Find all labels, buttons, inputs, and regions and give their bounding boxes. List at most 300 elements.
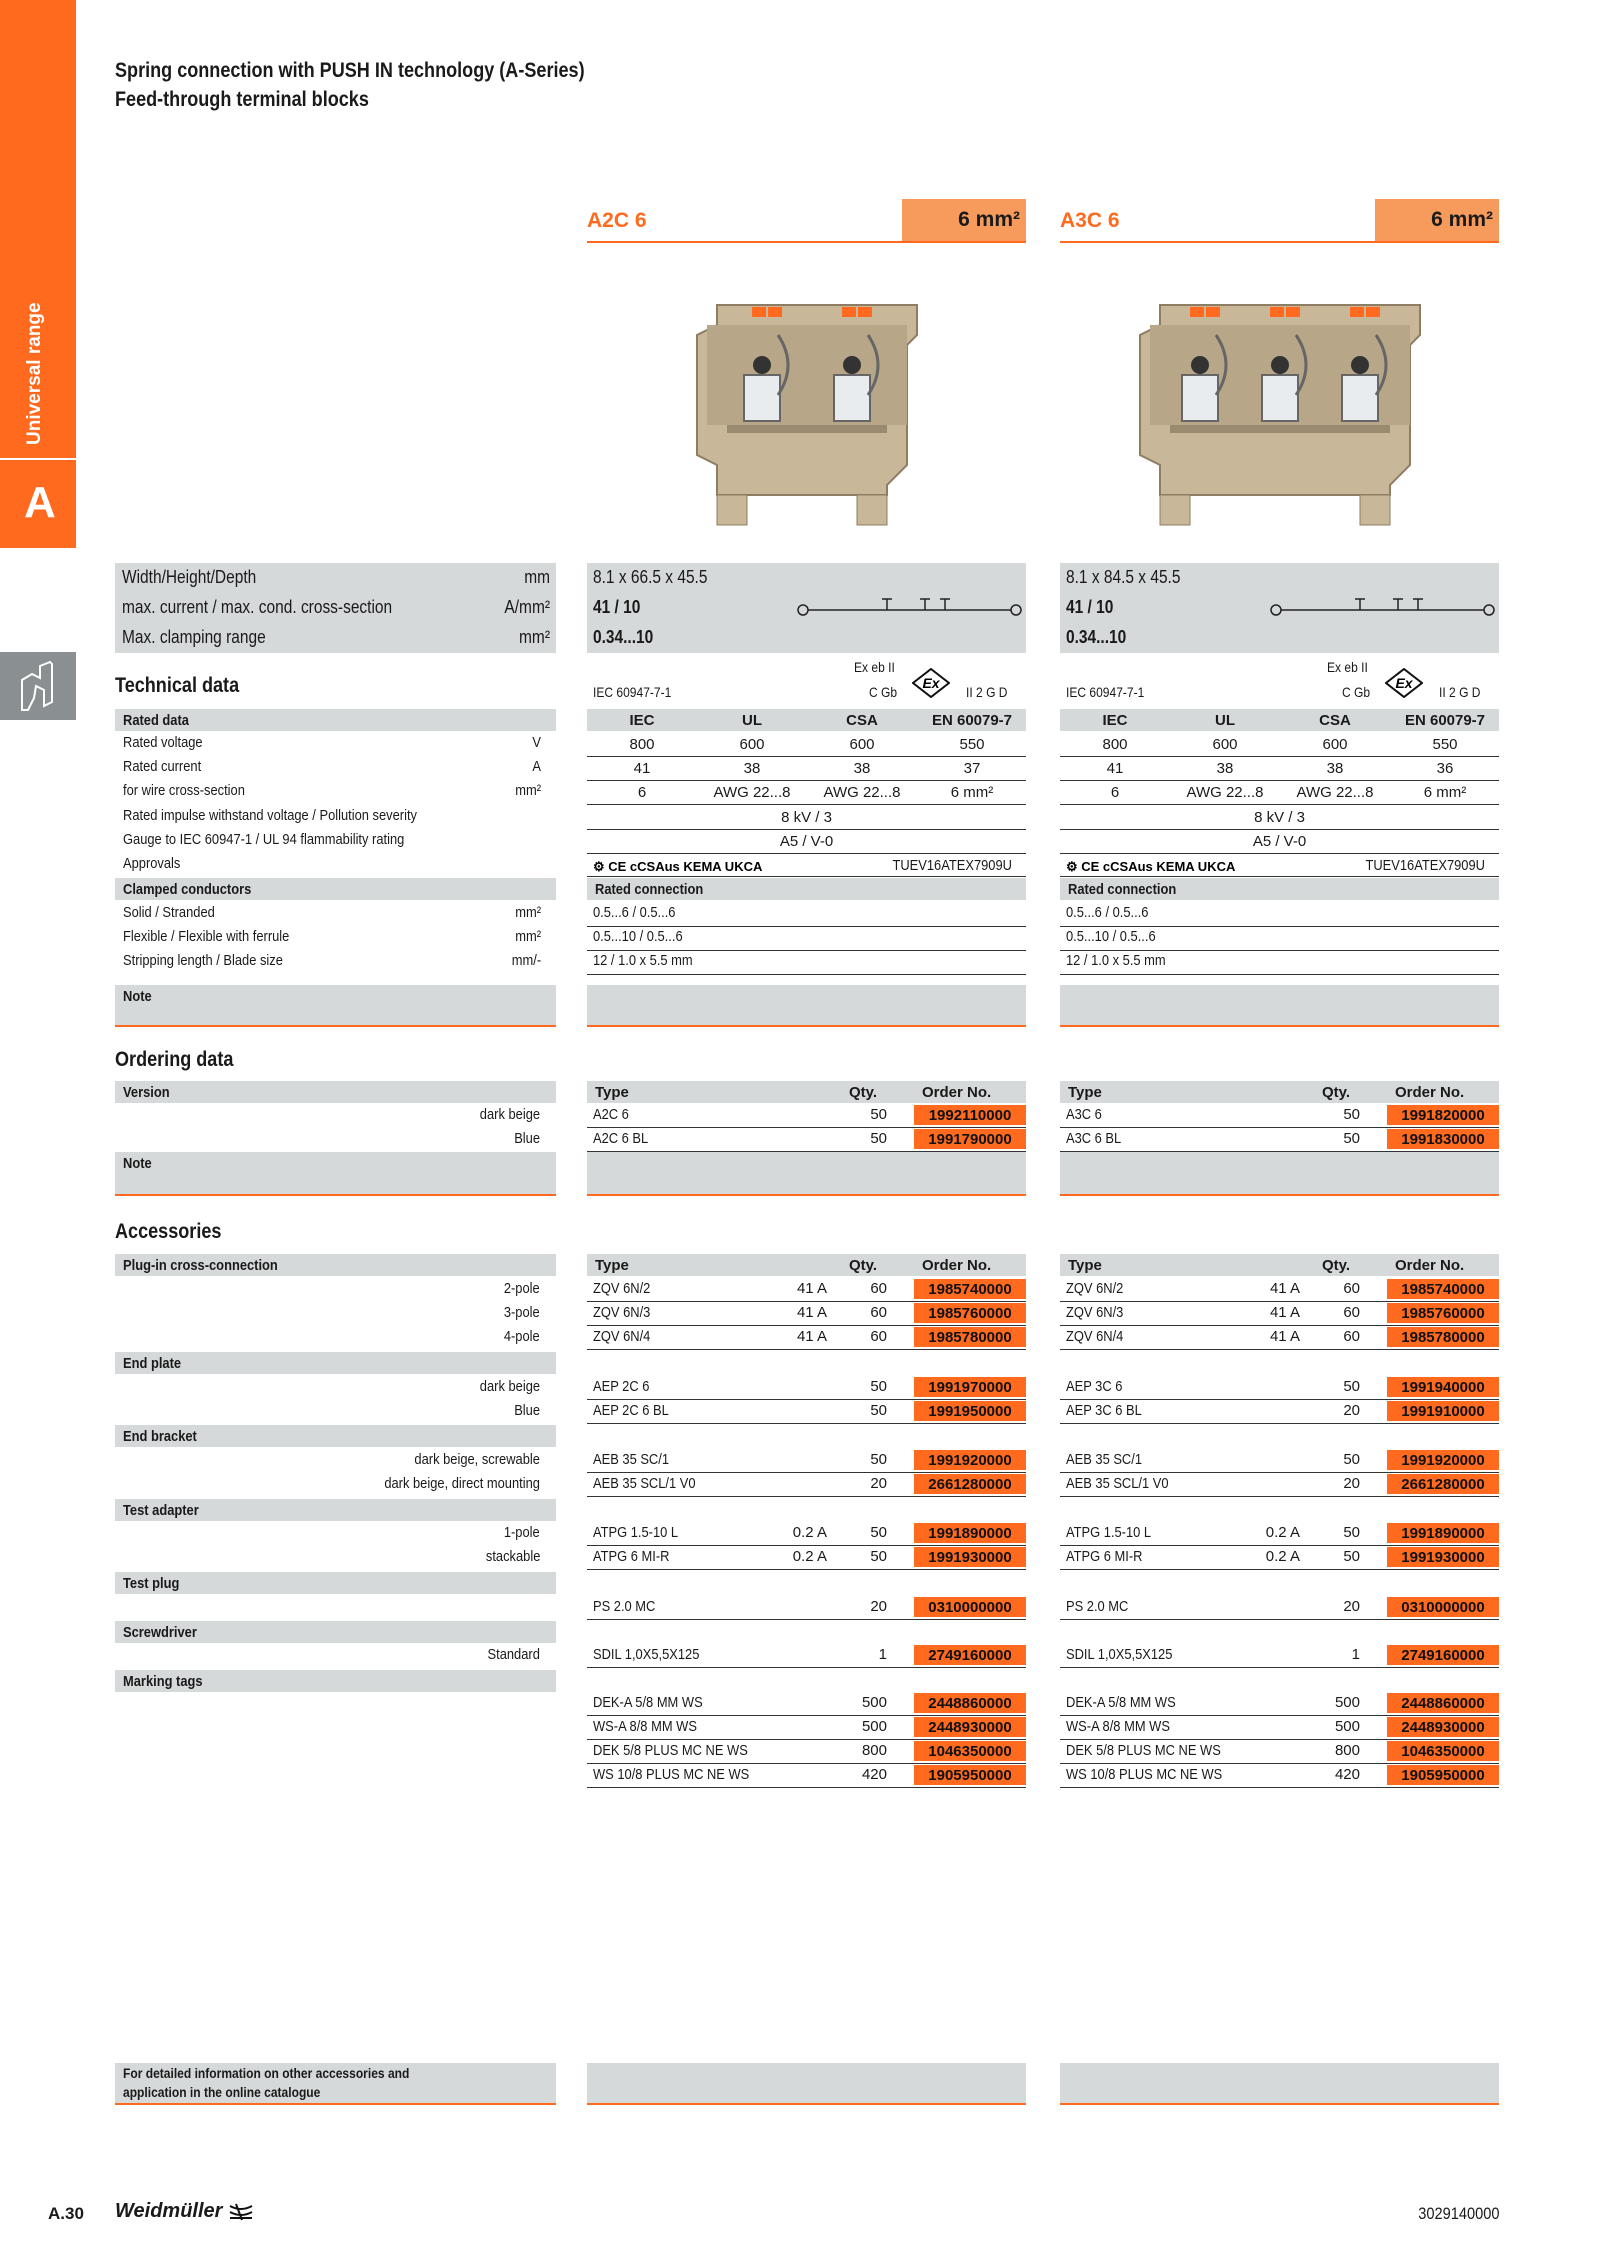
current-row-cell: 38	[853, 760, 871, 777]
acc-type: AEP 2C 6	[593, 1378, 650, 1395]
acc-type: DEK-A 5/8 MM WS	[1066, 1694, 1176, 1711]
cert-number: TUEV16ATEX7909U	[1365, 857, 1485, 874]
rated-voltage-unit: V	[532, 734, 541, 751]
acc-order-number[interactable]: 1905950000	[914, 1765, 1026, 1785]
ratings-col-3: EN 60079-7	[1404, 712, 1486, 729]
acc-qty: 420	[1334, 1766, 1360, 1783]
order-qty: 50	[1343, 1106, 1360, 1123]
acc-rating: 41 A	[796, 1280, 827, 1297]
acc-row-line	[587, 1715, 1026, 1716]
acc-type: AEB 35 SC/1	[1066, 1451, 1143, 1468]
product-title-bar	[587, 199, 1026, 243]
product-title-bar	[1060, 199, 1499, 243]
acc-order-number[interactable]: 1985760000	[1387, 1303, 1499, 1323]
acc-type: ZQV 6N/3	[1066, 1304, 1124, 1321]
acc-cross-text: Plug-in cross-connection	[123, 1256, 278, 1274]
voltage-row-line	[1060, 756, 1499, 757]
acc-order-number[interactable]: 1905950000	[1387, 1765, 1499, 1785]
svg-text:Ex: Ex	[1395, 675, 1413, 691]
current-row-cell: 36	[1436, 760, 1454, 777]
gauge-value: A5 / V-0	[1252, 833, 1307, 850]
acc-row-line	[1060, 1763, 1499, 1764]
acc-order-number[interactable]: 1991920000	[914, 1450, 1026, 1470]
ex-top: Ex eb II	[854, 659, 895, 675]
acc-type: ATPG 1.5-10 L	[1066, 1524, 1152, 1541]
impulse-value: 8 kV / 3	[1254, 809, 1305, 826]
document-number: 3029140000	[1418, 2204, 1500, 2223]
acc-order-number[interactable]: 1991970000	[914, 1377, 1026, 1397]
acc-qty: 500	[861, 1694, 887, 1711]
rated-connection-text: Rated connection	[595, 881, 704, 898]
acc-order-number[interactable]: 1985780000	[914, 1327, 1026, 1347]
acc-row-line	[587, 1472, 1026, 1473]
wire-row-cell: 6 mm²	[950, 784, 994, 801]
certification-logos-icon	[591, 855, 871, 877]
acc-order-number[interactable]: 1991930000	[1387, 1547, 1499, 1567]
acc-row-line	[587, 1399, 1026, 1400]
approvals-label: Approvals	[123, 855, 181, 872]
product-size-badge	[902, 199, 1026, 241]
acc-qty: 60	[1343, 1304, 1360, 1321]
acc-qty: 50	[1343, 1451, 1360, 1468]
acc-eb1: dark beige, screwable	[414, 1451, 540, 1468]
acc-row-line	[587, 1569, 1026, 1570]
version-dark-beige: dark beige	[479, 1106, 540, 1123]
product-name: A2C 6	[587, 209, 647, 232]
rated-current-unit: A	[532, 758, 541, 775]
acc-endplate-text: End plate	[123, 1354, 182, 1372]
rated-connection-text: Rated connection	[1068, 881, 1177, 898]
atex-ex-icon	[912, 668, 950, 698]
acc-type: SDIL 1,0X5,5X125	[593, 1646, 700, 1663]
accessories-title: Accessories	[115, 1220, 222, 1243]
acc-row-line	[587, 1349, 1026, 1350]
wiring-symbol	[797, 596, 1022, 618]
acc-order-number[interactable]: 2749160000	[914, 1645, 1026, 1665]
acc-table-header	[1060, 1254, 1499, 1276]
voltage-row-cell: 800	[1102, 736, 1128, 753]
page-header	[115, 56, 661, 114]
order-qty: 50	[1343, 1130, 1360, 1147]
acc-type: ZQV 6N/4	[1066, 1328, 1124, 1345]
impulse-line	[1060, 829, 1499, 830]
ordering-data-title: Ordering data	[115, 1048, 234, 1071]
current-row-cell: 38	[743, 760, 761, 777]
wire-row-cell: AWG 22...8	[823, 784, 901, 801]
current-unit: A/mm²	[504, 597, 550, 617]
acc-type: PS 2.0 MC	[593, 1598, 656, 1615]
acc-order-number[interactable]: 1991920000	[1387, 1450, 1499, 1470]
acc-type: ZQV 6N/4	[593, 1328, 651, 1345]
acc-screwdriver-header	[115, 1621, 556, 1643]
acc-table-header	[587, 1254, 1026, 1276]
acc-order-number[interactable]: 2749160000	[1387, 1645, 1499, 1665]
acc-ta1: 1-pole	[504, 1524, 540, 1541]
acc-row-line	[587, 1667, 1026, 1668]
solid-value: 0.5...6 / 0.5...6	[593, 904, 676, 921]
acc-row-line	[587, 1423, 1026, 1424]
impulse-line	[587, 829, 1026, 830]
acc-order-number[interactable]: 2661280000	[914, 1474, 1026, 1494]
acc-rating: 41 A	[1269, 1328, 1300, 1345]
sidebar-divider	[0, 458, 76, 460]
spec-current: 41 / 10	[593, 597, 641, 617]
acc-order-number[interactable]: 1985760000	[914, 1303, 1026, 1323]
ratings-header	[587, 709, 1026, 731]
acc-row-line	[1060, 1472, 1499, 1473]
flex-value: 0.5...10 / 0.5...6	[593, 928, 683, 945]
order-table-header	[1060, 1081, 1499, 1103]
voltage-row-cell: 600	[1322, 736, 1348, 753]
gauge-label: Gauge to IEC 60947-1 / UL 94 flammability rating	[123, 831, 405, 848]
current-row-cell: 38	[1216, 760, 1234, 777]
current-label: max. current / max. cond. cross-section	[122, 597, 393, 617]
spec-dims: 8.1 x 84.5 x 45.5	[1066, 567, 1181, 587]
acc-ep-beige: dark beige	[479, 1378, 540, 1395]
wire-row-line	[587, 804, 1026, 805]
order-type: A3C 6 BL	[1066, 1130, 1122, 1147]
acc-type: AEP 2C 6 BL	[593, 1402, 669, 1419]
acc-order-number[interactable]: 2448860000	[914, 1693, 1026, 1713]
strip-unit: mm/-	[511, 952, 541, 969]
acc-qty: 500	[861, 1718, 887, 1735]
acc-testplug-header	[115, 1572, 556, 1594]
footer-note-line1: For detailed information on other accessories and	[123, 2065, 410, 2081]
product-image	[657, 295, 957, 535]
order-row-line	[1060, 1127, 1499, 1128]
acc-type: WS-A 8/8 MM WS	[1066, 1718, 1170, 1735]
rated-voltage-label: Rated voltage	[123, 734, 203, 751]
acc-qty: 60	[870, 1328, 887, 1345]
note-box	[1060, 985, 1499, 1027]
acc-row-line	[587, 1787, 1026, 1788]
note-left-box	[115, 985, 556, 1027]
acc-row-line	[1060, 1715, 1499, 1716]
strip-label: Stripping length / Blade size	[123, 952, 283, 969]
acc-type: PS 2.0 MC	[1066, 1598, 1129, 1615]
acc-order-number[interactable]: 0310000000	[1387, 1597, 1499, 1617]
acc-ep-blue: Blue	[514, 1402, 540, 1419]
cert-line	[587, 876, 1026, 877]
acc-row-line	[587, 1763, 1026, 1764]
cert-line	[1060, 876, 1499, 877]
ratings-col-2: CSA	[1319, 712, 1351, 729]
acc-screwdriver-text: Screwdriver	[123, 1623, 197, 1641]
order-type: A2C 6 BL	[593, 1130, 649, 1147]
strip-value: 12 / 1.0 x 5.5 mm	[593, 952, 693, 969]
acc-type: AEB 35 SC/1	[593, 1451, 670, 1468]
acc-row-line	[587, 1496, 1026, 1497]
acc-type: WS-A 8/8 MM WS	[593, 1718, 697, 1735]
ex-cgb: C Gb	[869, 684, 898, 700]
voltage-row-cell: 800	[629, 736, 655, 753]
acc-row-line	[1060, 1569, 1499, 1570]
acc-testplug-text: Test plug	[123, 1574, 180, 1592]
acc-qty: 50	[870, 1548, 887, 1565]
wire-cross-unit: mm²	[515, 782, 541, 799]
acc-order-number[interactable]: 1985740000	[1387, 1279, 1499, 1299]
acc-type: DEK 5/8 PLUS MC NE WS	[1066, 1742, 1221, 1759]
iec-norm: IEC 60947-7-1	[593, 684, 672, 700]
version-text: Version	[123, 1083, 170, 1101]
note-label: Note	[123, 988, 152, 1005]
footer-note-line2: application in the online catalogue	[123, 2084, 321, 2100]
page-number: A.30	[48, 2204, 84, 2223]
acc-type: ZQV 6N/3	[593, 1304, 651, 1321]
product-name: A3C 6	[1060, 209, 1120, 232]
acc-type: AEB 35 SCL/1 V0	[1066, 1475, 1169, 1492]
spec-clamp: 0.34...10	[1066, 627, 1127, 647]
order-qty: 50	[870, 1106, 887, 1123]
brand-logo	[115, 2200, 254, 2223]
acc-type: SDIL 1,0X5,5X125	[1066, 1646, 1173, 1663]
acc-qty: 50	[870, 1524, 887, 1541]
footer-note-mid-box	[587, 2063, 1026, 2105]
current-row-cell: 41	[633, 760, 651, 777]
acc-qty: 60	[870, 1280, 887, 1297]
acc-order-number[interactable]: 1991890000	[1387, 1523, 1499, 1543]
svg-text:⚙ CE cCSAus KEMA UKCA: ⚙ CE cCSAus KEMA UKCA	[593, 859, 763, 874]
solid-line	[587, 926, 1026, 927]
acc-marking-text: Marking tags	[123, 1672, 203, 1690]
acc-type: WS 10/8 PLUS MC NE WS	[593, 1766, 750, 1783]
terminal-block-image	[1130, 295, 1430, 535]
acc-rating: 41 A	[1269, 1280, 1300, 1297]
order-no-col: Order No.	[922, 1084, 992, 1101]
acc-order-number[interactable]: 2448930000	[1387, 1717, 1499, 1737]
acc-order-number[interactable]: 1046350000	[1387, 1741, 1499, 1761]
wire-row-cell: AWG 22...8	[1186, 784, 1264, 801]
wire-row-cell: AWG 22...8	[713, 784, 791, 801]
acc-type: DEK-A 5/8 MM WS	[593, 1694, 703, 1711]
acc-row-line	[1060, 1301, 1499, 1302]
wire-row-line	[1060, 804, 1499, 805]
acc-qty: 60	[870, 1304, 887, 1321]
current-row-cell: 37	[963, 760, 981, 777]
voltage-row-line	[587, 756, 1026, 757]
acc-qty-col: Qty.	[1322, 1257, 1351, 1274]
ratings-col-3: EN 60079-7	[931, 712, 1013, 729]
voltage-row-cell: 600	[849, 736, 875, 753]
strip-value: 12 / 1.0 x 5.5 mm	[1066, 952, 1166, 969]
circuit-symbol-icon	[797, 596, 1022, 618]
acc-order-number[interactable]: 1985740000	[914, 1279, 1026, 1299]
acc-row-line	[1060, 1545, 1499, 1546]
ratings-col-2: CSA	[846, 712, 878, 729]
acc-qty: 420	[861, 1766, 887, 1783]
ratings-col-1: UL	[742, 712, 762, 729]
order-number[interactable]: 1991790000	[914, 1129, 1026, 1149]
acc-rating: 0.2 A	[792, 1548, 827, 1565]
acc-order-number[interactable]: 1991910000	[1387, 1401, 1499, 1421]
order-type: A2C 6	[593, 1106, 629, 1123]
flex-line	[587, 950, 1026, 951]
acc-row-line	[1060, 1787, 1499, 1788]
acc-qty: 500	[1334, 1694, 1360, 1711]
acc-row-line	[587, 1619, 1026, 1620]
voltage-row-cell: 600	[739, 736, 765, 753]
acc-order-number[interactable]: 1991930000	[914, 1547, 1026, 1567]
order-number[interactable]: 1991820000	[1387, 1105, 1499, 1125]
acc-order-number[interactable]: 0310000000	[914, 1597, 1026, 1617]
ex-group: II 2 G D	[1439, 684, 1481, 700]
acc-type-col: Type	[595, 1257, 629, 1274]
acc-rating: 41 A	[796, 1304, 827, 1321]
clamped-text: Clamped conductors	[123, 880, 252, 898]
acc-qty: 1	[1351, 1646, 1360, 1663]
acc-2pole: 2-pole	[504, 1280, 540, 1297]
acc-row-line	[1060, 1423, 1499, 1424]
acc-row-line	[587, 1301, 1026, 1302]
weidmuller-logo-icon	[228, 2203, 254, 2221]
acc-row-line	[587, 1545, 1026, 1546]
solid-label: Solid / Stranded	[123, 904, 215, 921]
strip-line	[1060, 974, 1499, 975]
impulse-value: 8 kV / 3	[781, 809, 832, 826]
voltage-row-cell: 600	[1212, 736, 1238, 753]
circuit-symbol-icon	[1270, 596, 1495, 618]
current-row-line	[1060, 780, 1499, 781]
flex-label: Flexible / Flexible with ferrule	[123, 928, 290, 945]
gauge-line	[587, 853, 1026, 854]
wiring-symbol	[1270, 596, 1495, 618]
version-blue: Blue	[514, 1130, 540, 1147]
acc-rating: 41 A	[1269, 1304, 1300, 1321]
footer-note-right-box	[1060, 2063, 1499, 2105]
rated-connection-header	[587, 878, 1026, 900]
sidebar-letter: A	[24, 478, 56, 527]
acc-no-col: Order No.	[1395, 1257, 1465, 1274]
clamped-header	[115, 878, 556, 900]
acc-type: ATPG 1.5-10 L	[593, 1524, 679, 1541]
acc-type: DEK 5/8 PLUS MC NE WS	[593, 1742, 748, 1759]
note2-box	[1060, 1152, 1499, 1196]
acc-qty: 50	[870, 1402, 887, 1419]
product-size-text: 6 mm²	[958, 208, 1020, 231]
product-image	[1130, 295, 1430, 535]
solid-value: 0.5...6 / 0.5...6	[1066, 904, 1149, 921]
order-table-header	[587, 1081, 1026, 1103]
acc-qty: 50	[1343, 1524, 1360, 1541]
atex-ex-icon	[1385, 668, 1423, 698]
acc-qty-col: Qty.	[849, 1257, 878, 1274]
acc-type: AEB 35 SCL/1 V0	[593, 1475, 696, 1492]
order-row-line	[587, 1127, 1026, 1128]
spec-clamp: 0.34...10	[593, 627, 654, 647]
acc-type: ZQV 6N/2	[1066, 1280, 1124, 1297]
acc-order-number[interactable]: 1991950000	[914, 1401, 1026, 1421]
order-number[interactable]: 1992110000	[914, 1105, 1026, 1125]
acc-order-number[interactable]: 1991890000	[914, 1523, 1026, 1543]
order-number[interactable]: 1991830000	[1387, 1129, 1499, 1149]
acc-type: AEP 3C 6	[1066, 1378, 1123, 1395]
product-size-text: 6 mm²	[1431, 208, 1493, 231]
acc-type: AEP 3C 6 BL	[1066, 1402, 1142, 1419]
acc-row-line	[587, 1325, 1026, 1326]
acc-row-line	[587, 1739, 1026, 1740]
approval-marks	[1064, 855, 1344, 877]
acc-qty: 50	[870, 1451, 887, 1468]
acc-qty: 60	[1343, 1280, 1360, 1297]
order-qty: 50	[870, 1130, 887, 1147]
order-type-col: Type	[595, 1084, 629, 1101]
acc-row-line	[1060, 1325, 1499, 1326]
certification-logos-icon	[1064, 855, 1344, 877]
acc-rating: 41 A	[796, 1328, 827, 1345]
voltage-row-cell: 550	[1432, 736, 1458, 753]
ratings-header	[1060, 709, 1499, 731]
clamp-label: Max. clamping range	[122, 627, 266, 647]
spec-dims: 8.1 x 66.5 x 45.5	[593, 567, 708, 587]
acc-no-col: Order No.	[922, 1257, 992, 1274]
current-row-line	[587, 780, 1026, 781]
acc-endbracket-header	[115, 1425, 556, 1447]
sidebar-section-label	[24, 165, 46, 445]
terminal-block-image	[657, 295, 957, 535]
acc-order-number[interactable]: 1046350000	[914, 1741, 1026, 1761]
order-no-col: Order No.	[1395, 1084, 1465, 1101]
wire-row-cell: 6	[637, 784, 647, 801]
acc-qty: 20	[1343, 1402, 1360, 1419]
ratings-col-0: IEC	[629, 712, 655, 729]
acc-qty: 800	[1334, 1742, 1360, 1759]
acc-rating: 0.2 A	[1265, 1548, 1300, 1565]
acc-row-line	[1060, 1667, 1499, 1668]
acc-sd1: Standard	[487, 1646, 540, 1663]
gauge-line	[1060, 853, 1499, 854]
acc-qty: 800	[861, 1742, 887, 1759]
wire-row-cell: 6 mm²	[1423, 784, 1467, 801]
current-row-cell: 41	[1106, 760, 1124, 777]
acc-rating: 0.2 A	[792, 1524, 827, 1541]
acc-type: ZQV 6N/2	[593, 1280, 651, 1297]
acc-order-number[interactable]: 1991940000	[1387, 1377, 1499, 1397]
acc-endplate-header	[115, 1352, 556, 1374]
acc-qty: 20	[1343, 1475, 1360, 1492]
brand-name: Weidmüller	[115, 2200, 223, 2222]
acc-order-number[interactable]: 1985780000	[1387, 1327, 1499, 1347]
order-type: A3C 6	[1066, 1106, 1102, 1123]
acc-qty: 500	[1334, 1718, 1360, 1735]
flex-line	[1060, 950, 1499, 951]
acc-eb2: dark beige, direct mounting	[384, 1475, 540, 1492]
acc-testadapter-text: Test adapter	[123, 1501, 199, 1519]
rated-connection-header	[1060, 878, 1499, 900]
acc-qty: 50	[1343, 1548, 1360, 1565]
acc-order-number[interactable]: 2448860000	[1387, 1693, 1499, 1713]
ex-top: Ex eb II	[1327, 659, 1368, 675]
acc-rating: 0.2 A	[1265, 1524, 1300, 1541]
ratings-col-0: IEC	[1102, 712, 1128, 729]
svg-text:Ex: Ex	[922, 675, 940, 691]
dims-unit: mm	[524, 567, 550, 587]
acc-order-number[interactable]: 2661280000	[1387, 1474, 1499, 1494]
iec-norm: IEC 60947-7-1	[1066, 684, 1145, 700]
acc-row-line	[1060, 1739, 1499, 1740]
wire-row-cell: AWG 22...8	[1296, 784, 1374, 801]
current-row-cell: 38	[1326, 760, 1344, 777]
approval-marks	[591, 855, 871, 877]
header-line-1: Spring connection with PUSH IN technology (A-Series)	[115, 59, 585, 82]
acc-order-number[interactable]: 2448930000	[914, 1717, 1026, 1737]
acc-type-col: Type	[1068, 1257, 1102, 1274]
version-header	[115, 1081, 556, 1103]
wire-row-cell: 6	[1110, 784, 1120, 801]
note2-label: Note	[123, 1155, 152, 1172]
svg-text:⚙ CE cCSAus KEMA UKCA: ⚙ CE cCSAus KEMA UKCA	[1066, 859, 1236, 874]
header-line-2: Feed-through terminal blocks	[115, 88, 369, 111]
note2-box	[587, 1152, 1026, 1196]
